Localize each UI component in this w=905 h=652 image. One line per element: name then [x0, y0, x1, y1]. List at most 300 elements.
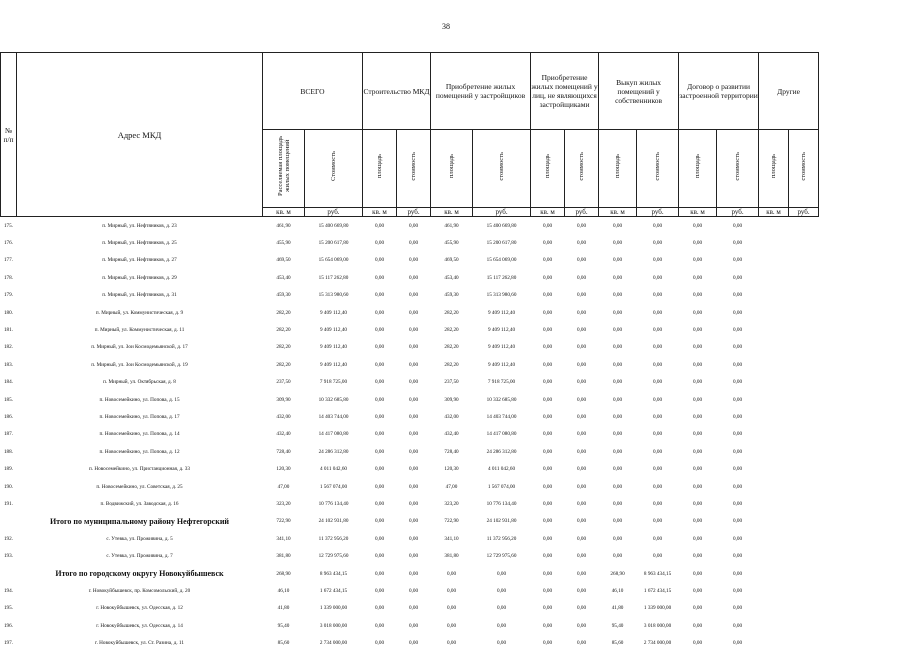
- row-value: 0,00: [542, 222, 553, 229]
- row-value: 15 117 262,80: [486, 274, 517, 281]
- row-value: 0,00: [577, 344, 587, 351]
- row-value: 0,00: [577, 500, 587, 507]
- row-value: 0,00: [577, 431, 587, 438]
- row-value: 728,40: [276, 448, 291, 455]
- row-value: 0,00: [577, 292, 587, 299]
- row-value: 0,00: [577, 257, 587, 264]
- row-value: 11 372 956,20: [486, 535, 517, 542]
- row-address: п. Новосемейкино, ул. Пристанционная, д. 33: [89, 466, 190, 473]
- row-value: 120,30: [276, 466, 291, 473]
- column-header: [473, 130, 531, 208]
- row-value: 0,00: [613, 274, 623, 281]
- row-address: п. Мирный, ул. Нефтяников, д. 27: [102, 257, 177, 264]
- row-value: 0,00: [577, 413, 587, 420]
- row-value: 0,00: [408, 483, 419, 490]
- row-value: 453,40: [276, 274, 291, 281]
- row-value: 0,00: [542, 240, 553, 247]
- row-value: 0,00: [733, 292, 743, 299]
- group-header: Приобретение жилых помещений у лиц, не являющихся застройщиками: [531, 53, 599, 130]
- row-value: 15 200 617,80: [318, 240, 349, 247]
- row-value: 0,00: [693, 466, 703, 473]
- row-value: [789, 565, 819, 582]
- row-value: 1 567 074,00: [487, 483, 516, 490]
- row-value: 432,40: [444, 431, 459, 438]
- row-value: 0,00: [653, 309, 663, 316]
- row-value: [759, 321, 789, 338]
- row-value: 455,90: [444, 240, 459, 247]
- row-address: п. Мирный, ул. Нефтяников, д. 31: [102, 292, 177, 299]
- row-value: [759, 582, 789, 599]
- unit-header: руб.: [637, 208, 679, 217]
- row-value: 15 200 617,80: [486, 240, 517, 247]
- row-value: 0,00: [577, 483, 587, 490]
- row-value: 0,00: [408, 309, 419, 316]
- row-value: 15 117 262,80: [318, 274, 349, 281]
- row-value: 0,00: [496, 605, 507, 612]
- row-value: 0,00: [408, 553, 419, 560]
- row-number: 195.: [3, 605, 14, 612]
- table-row: [1, 269, 819, 286]
- row-value: 381,80: [444, 553, 459, 560]
- row-value: 0,00: [446, 605, 457, 612]
- row-value: 0,00: [733, 553, 743, 560]
- row-value: 0,00: [613, 466, 623, 473]
- row-value: [759, 304, 789, 321]
- row-value: 9 409 112,40: [488, 327, 516, 334]
- row-number: 177.: [3, 257, 14, 264]
- unit-header: руб.: [717, 208, 759, 217]
- column-header-text: стоимость: [410, 151, 417, 181]
- row-value: 0,00: [693, 553, 703, 560]
- row-number: 182.: [3, 344, 14, 351]
- row-value: 0,00: [693, 309, 703, 316]
- row-value: 0,00: [408, 257, 419, 264]
- row-value: 47,00: [445, 483, 458, 490]
- row-value: 0,00: [542, 483, 553, 490]
- row-value: [759, 634, 789, 651]
- row-value: 282,20: [444, 327, 459, 334]
- row-value: 0,00: [542, 622, 553, 629]
- column-header-text: площадь: [614, 153, 622, 179]
- row-value: 15 313 980,60: [486, 292, 517, 299]
- row-value: [759, 252, 789, 269]
- row-address: п. Мирный, ул. Коммунистическая, д. 9: [95, 309, 184, 316]
- row-value: 0,00: [542, 413, 553, 420]
- table-row: [1, 460, 819, 477]
- row-value: 0,00: [496, 640, 507, 647]
- column-header-text: Расселяемая площадь жилых помещений: [276, 135, 291, 197]
- row-value: 0,00: [693, 274, 703, 281]
- row-number: 189.: [3, 466, 14, 473]
- row-value: 0,00: [496, 570, 507, 577]
- row-value: 461,90: [444, 222, 459, 229]
- row-value: 3 018 000,00: [643, 622, 672, 629]
- column-header-text: площадь: [448, 153, 456, 179]
- row-value: 0,00: [693, 292, 703, 299]
- row-value: [789, 634, 819, 651]
- row-value: 0,00: [577, 379, 587, 386]
- row-value: 0,00: [733, 587, 743, 594]
- row-number: [1, 513, 17, 530]
- row-value: 0,00: [408, 413, 419, 420]
- row-value: 0,00: [693, 413, 703, 420]
- row-value: 0,00: [653, 518, 663, 525]
- table-row: [1, 478, 819, 495]
- row-value: 0,00: [733, 448, 743, 455]
- row-address: с. Утевка, ул. Проживина, д. 5: [106, 535, 173, 542]
- row-value: 0,00: [542, 500, 553, 507]
- row-value: 10 776 134,40: [486, 500, 517, 507]
- row-value: [789, 478, 819, 495]
- row-value: 15 654 069,00: [318, 257, 349, 264]
- row-value: 1 339 000,00: [319, 605, 348, 612]
- column-header-text: стоимость: [734, 151, 742, 181]
- row-value: 0,00: [693, 500, 703, 507]
- row-address: п. Новосемейкино, ул. Советская, д. 25: [96, 483, 183, 490]
- row-value: 0,00: [542, 274, 553, 281]
- row-value: 0,00: [542, 292, 553, 299]
- unit-header: кв. м: [363, 208, 397, 217]
- row-value: 268,90: [276, 570, 291, 577]
- row-value: 0,00: [542, 361, 553, 368]
- row-value: 0,00: [613, 396, 623, 403]
- row-value: 0,00: [613, 292, 623, 299]
- row-value: 282,20: [444, 361, 459, 368]
- table-row: [1, 339, 819, 356]
- row-address: п. Мирный, ул. Зои Космодемьянской, д. 19: [91, 361, 188, 368]
- column-header-text: стоимость: [578, 151, 586, 181]
- column-header-text: площадь: [694, 153, 702, 179]
- column-header-text: площадь: [376, 153, 383, 179]
- row-value: 0,00: [733, 222, 743, 229]
- row-value: 0,00: [374, 274, 385, 281]
- row-value: 0,00: [374, 448, 385, 455]
- resettlement-table: [0, 52, 819, 652]
- row-value: [759, 443, 789, 460]
- row-value: 0,00: [577, 222, 587, 229]
- column-header: [717, 130, 759, 208]
- group-header: Договор о развитии застроенной территории: [679, 53, 759, 130]
- row-value: 0,00: [374, 535, 385, 542]
- row-value: 0,00: [374, 257, 385, 264]
- group-header: ВСЕГО: [263, 53, 363, 130]
- unit-header: руб.: [397, 208, 431, 217]
- subtotal-row: [1, 513, 819, 530]
- row-value: 24 286 312,80: [318, 448, 349, 455]
- row-number: 187.: [3, 431, 14, 438]
- row-value: 0,00: [408, 361, 419, 368]
- row-value: 0,00: [374, 431, 385, 438]
- row-value: [759, 530, 789, 547]
- row-value: 0,00: [542, 448, 553, 455]
- row-value: 0,00: [408, 640, 419, 647]
- row-value: 0,00: [542, 535, 553, 542]
- row-value: [789, 269, 819, 286]
- row-value: 0,00: [653, 292, 663, 299]
- row-value: 0,00: [542, 309, 553, 316]
- row-value: 282,20: [444, 309, 459, 316]
- row-value: 459,30: [276, 292, 291, 299]
- column-header: [397, 130, 431, 208]
- row-value: 0,00: [653, 553, 663, 560]
- row-value: [759, 356, 789, 373]
- table-row: [1, 374, 819, 391]
- table-row: [1, 443, 819, 460]
- row-value: 0,00: [496, 622, 507, 629]
- row-value: 1 672 434,15: [319, 587, 348, 594]
- row-number: 185.: [3, 396, 14, 403]
- row-value: 282,20: [444, 344, 459, 351]
- row-address: г. Новокуйбышевск, ул. Одесская, д. 12: [96, 605, 183, 612]
- row-value: 0,00: [693, 327, 703, 334]
- row-value: 0,00: [374, 605, 385, 612]
- row-value: 0,00: [577, 327, 587, 334]
- column-header-text: стоимость: [800, 151, 808, 181]
- row-address: п. Новосемейкино, ул. Попова, д. 15: [99, 396, 180, 403]
- row-value: 0,00: [408, 327, 419, 334]
- row-value: [759, 391, 789, 408]
- row-value: 0,00: [733, 605, 743, 612]
- row-value: 309,90: [276, 396, 291, 403]
- row-address: Итого по городскому округу Новокуйбышевск: [55, 569, 224, 578]
- row-value: 0,00: [613, 240, 623, 247]
- row-number: 186.: [3, 413, 14, 420]
- row-value: 0,00: [577, 587, 587, 594]
- row-value: 0,00: [733, 396, 743, 403]
- row-value: 0,00: [408, 518, 419, 525]
- row-value: 0,00: [374, 587, 385, 594]
- unit-header: кв. м: [531, 208, 565, 217]
- column-header: [565, 130, 599, 208]
- row-value: 0,00: [693, 257, 703, 264]
- row-number: 179.: [3, 292, 14, 299]
- row-value: 0,00: [542, 640, 553, 647]
- row-value: 0,00: [733, 240, 743, 247]
- row-value: [789, 356, 819, 373]
- row-value: [789, 426, 819, 443]
- row-value: 0,00: [613, 483, 623, 490]
- row-number: 194.: [3, 587, 14, 594]
- row-value: 0,00: [613, 518, 623, 525]
- row-value: 0,00: [733, 483, 743, 490]
- row-value: [789, 408, 819, 425]
- row-number: 183.: [3, 361, 14, 368]
- row-value: 0,00: [693, 344, 703, 351]
- row-value: 1 339 000,00: [643, 605, 672, 612]
- row-value: [789, 287, 819, 304]
- row-value: 15 400 669,80: [486, 222, 517, 229]
- row-value: 0,00: [374, 518, 385, 525]
- row-address: п. Мирный, ул. Нефтяников, д. 23: [102, 222, 177, 229]
- row-value: 85,60: [277, 640, 290, 647]
- row-value: 0,00: [693, 640, 703, 647]
- row-value: [789, 339, 819, 356]
- table-row: [1, 304, 819, 321]
- row-value: 0,00: [733, 327, 743, 334]
- row-value: [759, 495, 789, 512]
- row-number: 193.: [3, 553, 14, 560]
- row-value: 0,00: [653, 257, 663, 264]
- row-number: 190.: [3, 483, 14, 490]
- row-value: 4 011 042,60: [319, 466, 348, 473]
- unit-header: кв. м: [679, 208, 717, 217]
- row-value: 0,00: [374, 413, 385, 420]
- row-value: 24 286 312,80: [486, 448, 517, 455]
- row-value: 722,90: [444, 518, 459, 525]
- row-number: 175.: [3, 222, 14, 229]
- row-value: 0,00: [374, 222, 385, 229]
- row-value: 0,00: [653, 535, 663, 542]
- row-value: 0,00: [408, 379, 419, 386]
- row-value: [759, 600, 789, 617]
- row-value: 46,10: [277, 587, 290, 594]
- row-value: 469,50: [444, 257, 459, 264]
- row-value: 0,00: [446, 640, 457, 647]
- row-value: 0,00: [693, 396, 703, 403]
- row-number: 197.: [3, 640, 14, 647]
- row-value: 0,00: [733, 274, 743, 281]
- unit-header: кв. м: [599, 208, 637, 217]
- row-value: 0,00: [446, 622, 457, 629]
- column-header-text: Стоимость: [330, 151, 337, 181]
- row-value: 0,00: [653, 448, 663, 455]
- column-header-text: площадь: [544, 153, 552, 179]
- row-value: 0,00: [613, 309, 623, 316]
- table-row: [1, 547, 819, 564]
- row-value: 9 409 112,40: [319, 309, 348, 316]
- row-value: 0,00: [653, 344, 663, 351]
- row-value: 0,00: [374, 570, 385, 577]
- row-value: [759, 513, 789, 530]
- row-value: [759, 269, 789, 286]
- unit-header: руб.: [565, 208, 599, 217]
- row-value: 9 409 112,40: [319, 344, 348, 351]
- row-value: 0,00: [408, 500, 419, 507]
- column-header: [679, 130, 717, 208]
- row-value: 0,00: [733, 413, 743, 420]
- row-value: [759, 234, 789, 251]
- row-value: [789, 252, 819, 269]
- row-value: 0,00: [733, 622, 743, 629]
- row-value: 0,00: [542, 379, 553, 386]
- row-value: [759, 478, 789, 495]
- row-value: 282,20: [276, 344, 291, 351]
- row-number: 196.: [3, 622, 14, 629]
- row-value: [759, 426, 789, 443]
- group-header: Другие: [759, 53, 819, 130]
- row-value: 0,00: [733, 344, 743, 351]
- row-value: [789, 582, 819, 599]
- row-value: 0,00: [733, 535, 743, 542]
- row-value: 0,00: [693, 622, 703, 629]
- row-value: 0,00: [408, 535, 419, 542]
- row-value: 0,00: [653, 327, 663, 334]
- row-value: [789, 495, 819, 512]
- row-value: 0,00: [542, 553, 553, 560]
- table-row: [1, 634, 819, 651]
- row-value: 0,00: [408, 240, 419, 247]
- column-header: [305, 130, 363, 208]
- row-address: с. Утевка, ул. Проживина, д. 7: [106, 553, 173, 560]
- table-row: [1, 600, 819, 617]
- row-value: 0,00: [542, 257, 553, 264]
- row-address: п. Водвижский, ул. Заводская, д. 16: [100, 500, 179, 507]
- row-value: 0,00: [613, 500, 623, 507]
- row-value: 323,20: [444, 500, 459, 507]
- row-value: 0,00: [613, 222, 623, 229]
- row-value: 282,20: [276, 327, 291, 334]
- row-number: 191.: [3, 500, 14, 507]
- row-value: 0,00: [733, 309, 743, 316]
- row-value: 9 409 112,40: [488, 361, 516, 368]
- column-header-text: стоимость: [498, 151, 506, 181]
- subtotal-row: [1, 565, 819, 582]
- row-value: [759, 374, 789, 391]
- row-value: [789, 530, 819, 547]
- row-value: 0,00: [408, 622, 419, 629]
- row-value: 0,00: [693, 570, 703, 577]
- unit-header: руб.: [305, 208, 363, 217]
- row-value: 0,00: [577, 448, 587, 455]
- column-header: [637, 130, 679, 208]
- group-header: Выкуп жилых помещений у собственников: [599, 53, 679, 130]
- row-value: 282,20: [276, 309, 291, 316]
- row-value: 432,00: [444, 413, 459, 420]
- column-header-text: площадь: [770, 153, 778, 179]
- row-value: 0,00: [542, 518, 553, 525]
- row-value: 722,90: [276, 518, 291, 525]
- row-value: [789, 600, 819, 617]
- row-number: 178.: [3, 274, 14, 281]
- row-value: 7 918 725,00: [319, 379, 348, 386]
- row-value: 0,00: [613, 344, 623, 351]
- row-value: 0,00: [733, 640, 743, 647]
- row-address: Итого по муниципальному району Нефтегорский: [49, 516, 230, 526]
- column-header: [363, 130, 397, 208]
- row-value: 0,00: [577, 535, 587, 542]
- row-value: 0,00: [577, 240, 587, 247]
- row-value: [789, 617, 819, 634]
- row-value: 0,00: [408, 396, 419, 403]
- row-value: [789, 460, 819, 477]
- row-value: 0,00: [408, 344, 419, 351]
- row-value: 0,00: [577, 361, 587, 368]
- row-value: 15 654 069,00: [486, 257, 517, 264]
- row-value: 0,00: [542, 605, 553, 612]
- row-value: 0,00: [613, 361, 623, 368]
- row-value: 10 332 685,80: [486, 396, 517, 403]
- row-value: 12 729 975,60: [486, 553, 517, 560]
- row-value: 0,00: [577, 396, 587, 403]
- unit-header: руб.: [473, 208, 531, 217]
- row-value: 0,00: [693, 361, 703, 368]
- row-value: 0,00: [408, 587, 419, 594]
- row-value: 0,00: [542, 587, 553, 594]
- row-value: 0,00: [653, 413, 663, 420]
- row-value: [759, 408, 789, 425]
- row-value: 0,00: [653, 466, 663, 473]
- row-value: 10 776 134,40: [318, 500, 349, 507]
- row-value: 0,00: [733, 431, 743, 438]
- unit-header: кв. м: [759, 208, 789, 217]
- row-value: 432,00: [276, 413, 291, 420]
- row-value: 0,00: [693, 431, 703, 438]
- group-header: Строительство МКД: [363, 53, 431, 130]
- row-value: 0,00: [374, 483, 385, 490]
- row-value: 0,00: [613, 257, 623, 264]
- row-value: 0,00: [613, 535, 623, 542]
- row-value: [789, 374, 819, 391]
